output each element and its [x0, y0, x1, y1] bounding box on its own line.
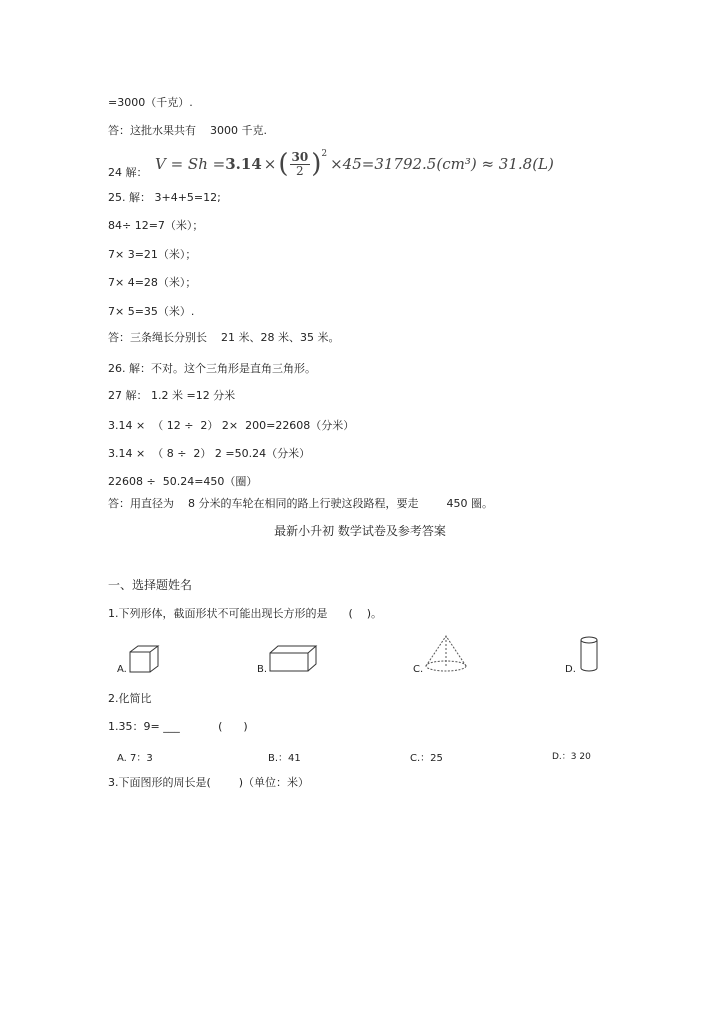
line-15: 答：用直径为 8 分米的车轮在相同的路上行驶这段路程，要走 450 圈。 — [108, 497, 493, 510]
line-12: 3.14 × （ 12 ÷ 2） 2× 200=22608（分米） — [108, 419, 355, 432]
q1-option-d: D. — [565, 664, 576, 675]
formula-rest: ×45=31792.5(cm³) ≈ 31.8(L) — [330, 155, 554, 173]
formula-open-paren: ( — [278, 149, 289, 179]
q1-option-b: B. — [257, 664, 268, 675]
line-7: 7× 4=28（米）； — [108, 276, 197, 289]
line-3-label: 24 解： — [108, 166, 148, 179]
question-3: 3.下面图形的周长是( )（单位：米） — [108, 776, 310, 789]
section-heading: 一、选择题姓名 — [108, 578, 193, 592]
formula-times: × — [263, 155, 277, 173]
formula-close-paren: ) — [311, 149, 322, 179]
formula-numerator: 30 — [291, 149, 309, 164]
line-6: 7× 3=21（米）； — [108, 248, 197, 261]
q1-option-a: A. — [117, 664, 127, 675]
formula-denominator: 2 — [296, 163, 304, 178]
question-2: 2.化简比 — [108, 692, 152, 705]
question-2-sub: 1.35：9= ___ ( ) — [108, 720, 248, 733]
page-title: 最新小升初 数学试卷及参考答案 — [274, 524, 446, 538]
cone-icon — [422, 632, 470, 674]
line-14: 22608 ÷ 50.24=450（圈） — [108, 475, 258, 488]
line-13: 3.14 × （ 8 ÷ 2） 2 =50.24（分米） — [108, 447, 311, 460]
line-11: 27 解： 1.2 米 =12 分米 — [108, 389, 236, 402]
q2-option-a: A. 7：3 — [117, 753, 153, 764]
formula-lhs: V = Sh = — [155, 155, 226, 173]
cylinder-icon — [578, 634, 600, 676]
line-9: 答：三条绳长分别长 21 米、28 米、35 米。 — [108, 331, 340, 344]
q2-option-b: B.：41 — [268, 753, 301, 764]
question-1: 1.下列形体，截面形状不可能出现长方形的是 ( )。 — [108, 607, 383, 620]
formula-exponent: 2 — [321, 149, 328, 159]
q1-option-c: C. — [413, 664, 424, 675]
line-2: 答：这批水果共有 3000 千克. — [108, 124, 267, 137]
line-5: 84÷ 12=7（米）； — [108, 219, 204, 232]
cube-icon — [128, 644, 162, 674]
line-4: 25. 解： 3+4+5=12; — [108, 191, 221, 204]
volume-formula — [155, 146, 554, 182]
line-1: =3000（千克）. — [108, 96, 193, 109]
formula-fraction — [290, 151, 311, 178]
q2-option-d: D.：3 20 — [552, 752, 591, 762]
formula-pi: 3.14 — [225, 155, 262, 173]
cuboid-icon — [268, 644, 318, 674]
line-8: 7× 5=35（米）. — [108, 305, 195, 318]
q2-option-c: C.：25 — [410, 753, 443, 764]
line-10: 26. 解：不对。这个三角形是直角三角形。 — [108, 362, 316, 375]
